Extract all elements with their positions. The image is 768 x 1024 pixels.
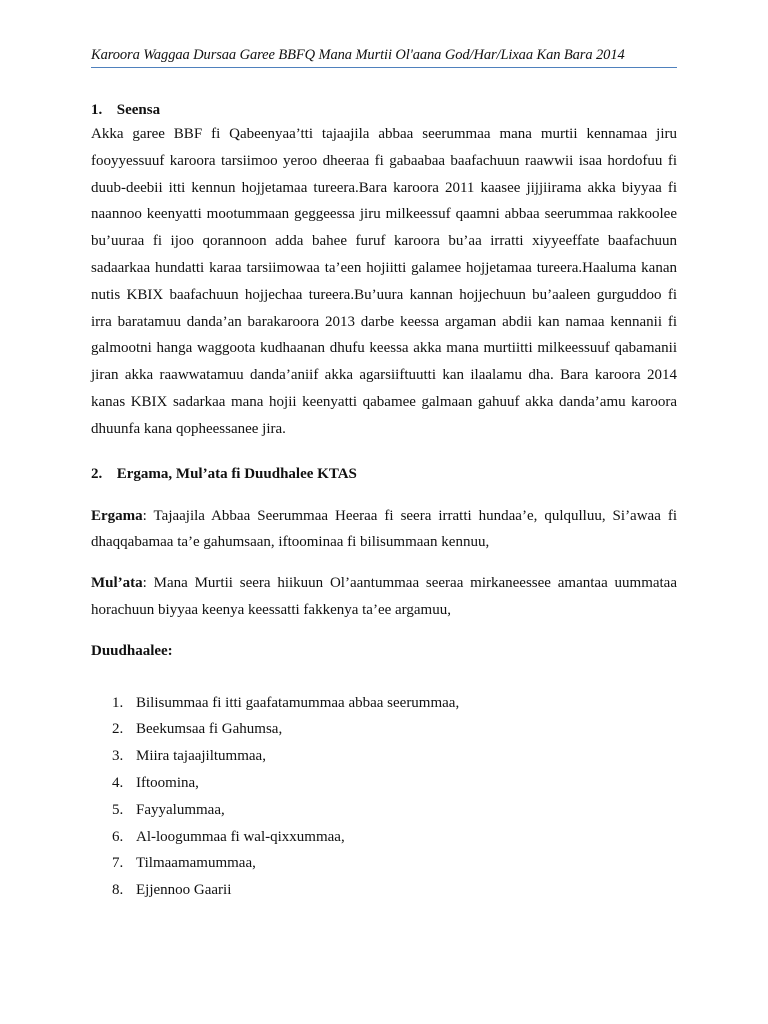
section-1-paragraph: Akka garee BBF fi Qabeenyaa’tti tajaajila abbaa seerummaa mana murtii kennamaa jiru fooyyessuuf karoora tarsiimoo yeroo dheeraa fi gabaabaa baafachuun raawwii isaa hordofuu fi duub-deebii itti kennun hojjetamaa tureera.Bara karoora 2011 kaasee jijjiirama akka biyyaa fi naannoo keenyatti mootummaan geggeessa jiru milkeessuf qaamni abbaa seerummaa rakkoolee bu’uuraa fi ijoo qorannoon adda bahee furuf karoora bu’aa irratti xiyyeeffate baafachuun sadaarkaa hundatti karaa tarsiimowaa ta’een hojiitti galamee hojjetamaa tureera.Haaluma kanan nutis KBIX baafachuun hojjechaa tureera.Bu’uura kannan hojjechuun bu’aaleen gurguddoo fi irra baratamuu danda’an barakaroora 2013 darbe keessa argaman abdii kan namaa kennanii fi galmootni hanga waggoota kudhaanan dhufu keessa akka mana murtiitti milkeessuuf qabamanii jiran akka raawwatamuu danda’aniif akka agarsiiftuutti kan ilaalamu dha. Bara karoora 2014 kanas KBIX sadarkaa mana hojii keenyatti qabamee galmaan gahuuf akka danda’amu karoora dhuunfa kana qopheessanee jira.	[91, 126, 677, 437]
mulata-text: : Mana Murtii seera hiikuun Ol’aantummaa seeraa mirkaneessee amantaa uummataa horachuun biyyaa keenya keessatti fakkenya ta’ee argamuu,	[91, 575, 677, 618]
list-item: 7. Tilmaamamummaa,	[112, 855, 256, 872]
section-1-heading	[91, 99, 677, 121]
running-header: Karoora Waggaa Dursaa Garee BBFQ Mana Murtii Ol'aana God/Har/Lixaa Kan Bara 2014	[91, 47, 625, 63]
document-body	[91, 99, 677, 904]
list-item: 1. Bilisummaa fi itti gaafatamummaa abbaa seerummaa,	[112, 694, 460, 711]
mulata-paragraph	[91, 570, 677, 624]
mulata-label: Mul’ata	[91, 575, 143, 592]
duudhaalee-label: Duudhaalee:	[91, 642, 173, 659]
section-1-number: 1.	[91, 102, 103, 118]
ergama-paragraph	[91, 503, 677, 557]
list-item: 8. Ejjennoo Gaarii	[112, 882, 232, 899]
list-item: 6. Al-loogummaa fi wal-qixxummaa,	[112, 828, 345, 845]
list-item: 5. Fayyalummaa,	[112, 801, 225, 818]
section-1-title: Seensa	[116, 102, 161, 118]
ergama-label: Ergama	[91, 507, 143, 524]
section-2-title: Ergama, Mul’ata fi Duudhalee KTAS	[116, 465, 357, 482]
ergama-text: : Tajaajila Abbaa Seerummaa Heeraa fi seera irratti hundaa’e, qulqulluu, Si’awaa fi dhaqqabamaa ta’e gahumsaan, iftoominaa fi bilisummaan kennuu,	[91, 507, 677, 551]
section-2-heading	[91, 463, 677, 485]
values-list	[91, 690, 677, 904]
header-rule	[91, 67, 677, 68]
section-2-number: 2.	[91, 465, 103, 482]
list-item: 3. Miira tajaajiltummaa,	[112, 748, 266, 765]
list-item: 4. Iftoomina,	[112, 774, 199, 791]
list-item: 2. Beekumsaa fi Gahumsa,	[112, 721, 283, 738]
